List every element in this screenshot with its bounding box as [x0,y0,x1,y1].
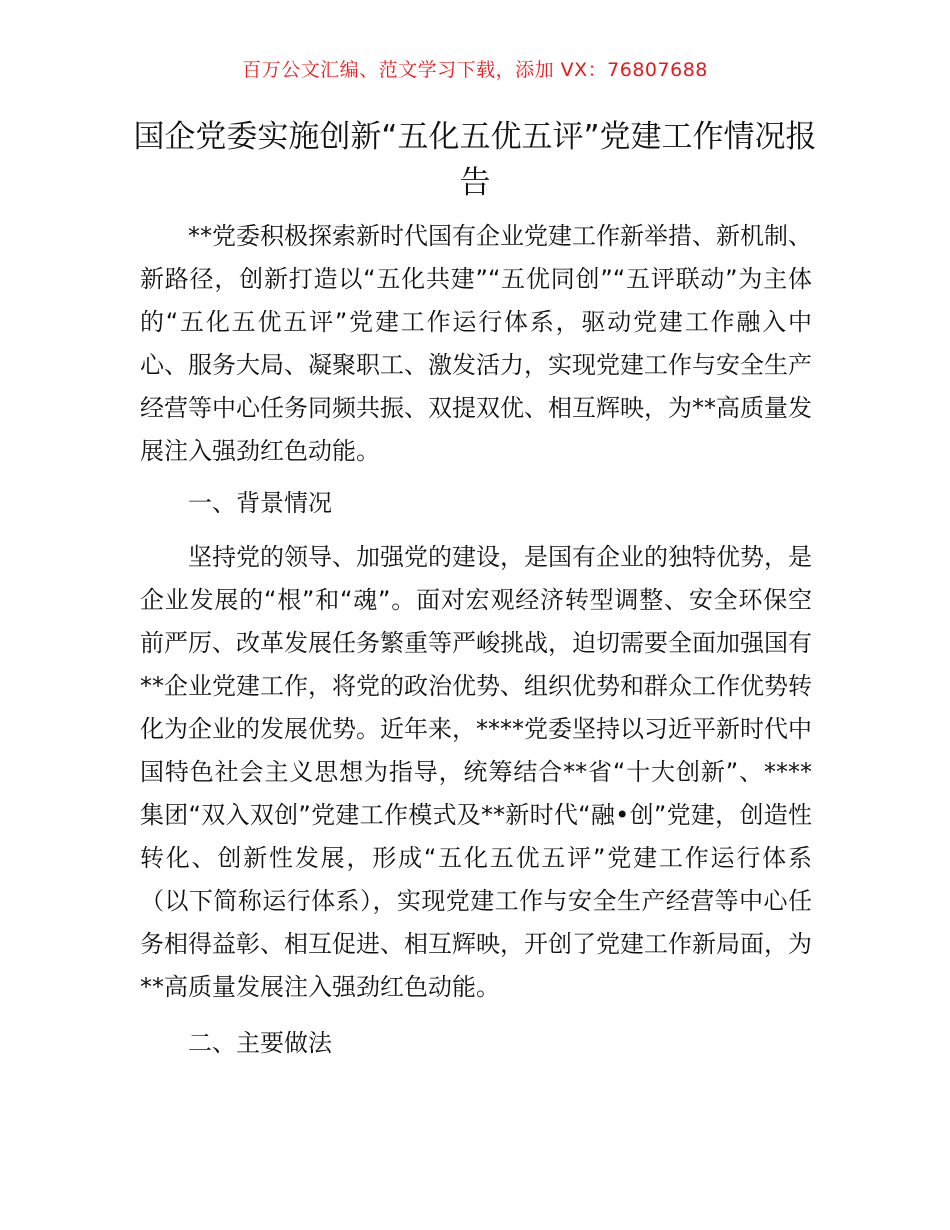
document-title: 国企党委实施创新“五化五优五评”党建工作情况报告 [133,119,817,201]
header-watermark-note: 百万公文汇编、范文学习下载，添加 VX：76807688 [242,59,708,81]
background-paragraph: 坚持党的领导、加强党的建设，是国有企业的独特优势，是企业发展的“根”和“魂”。面对宏观经济转型调整、安全环保空前严厉、改革发展任务繁重等严峻挑战，迫切需要全面加强国有**企业党建工作，将党的政治优势、组织优势和群众工作优势转化为企业的发展优势。近年来，****党委坚持以习近平新时代中国特色社会主义思想为指导，统筹结合**省“十大创新”、****集团“双入双创”党建工作模式及**新时代“融•创”党建，创造性转化、创新性发展，形成“五化五优五评”党建工作运行体系（以下简称运行体系），实现党建工作与安全生产经营等中心任务相得益彰、相互促进、相互辉映，开创了党建工作新局面，为**高质量发展注入强劲红色动能。 [140,543,812,1001]
section-heading-main-practices: 二、主要做法 [188,1029,332,1057]
section-heading-background: 一、背景情况 [188,489,332,517]
intro-paragraph: **党委积极探索新时代国有企业党建工作新举措、新机制、新路径，创新打造以“五化共建”“五优同创”“五评联动”为主体的“五化五优五评”党建工作运行体系，驱动党建工作融入中心、服务大局、凝聚职工、激发活力，实现党建工作与安全生产经营等中心任务同频共振、双提双优、相互辉映，为**高质量发展注入强劲红色动能。 [140,222,812,465]
